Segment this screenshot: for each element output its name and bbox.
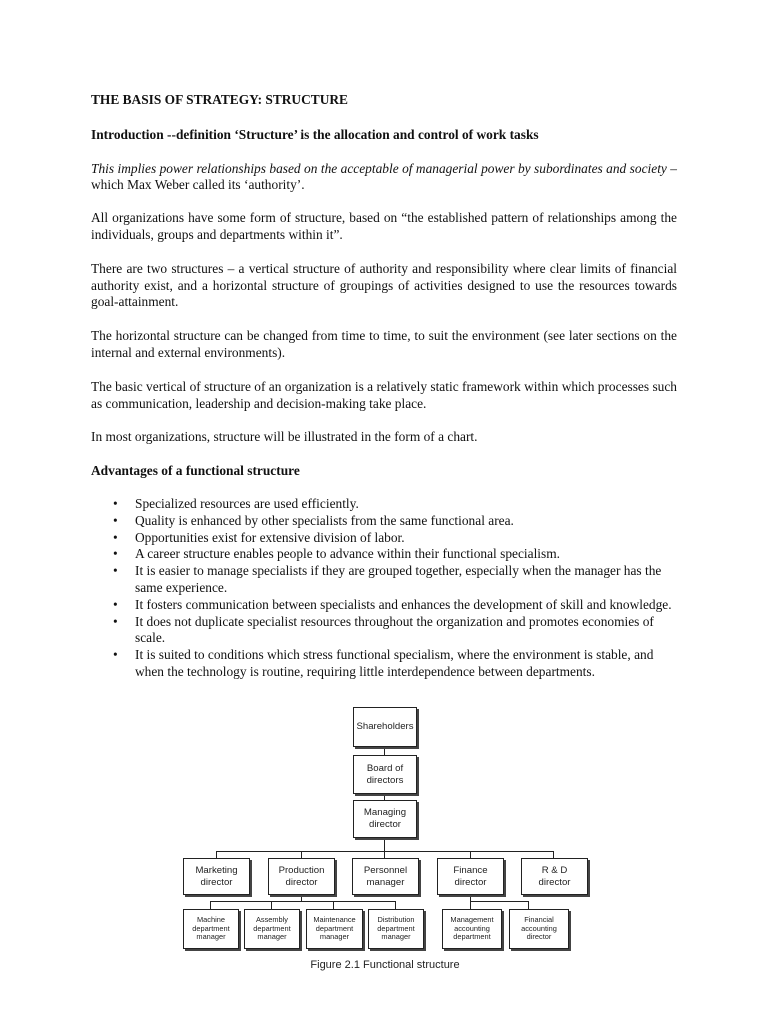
bullet-icon: • xyxy=(113,495,118,511)
box-label: Machine xyxy=(197,915,225,925)
box-label: department xyxy=(192,923,230,933)
list-item-text: It fosters communication between specialists and enhances the development of skill and knowledge. xyxy=(135,596,672,612)
box-label: Shareholders xyxy=(356,721,414,732)
box-label: R & D xyxy=(541,864,568,876)
personnel-manager-box xyxy=(352,858,419,895)
finance-director-box xyxy=(437,858,504,895)
box-label: department xyxy=(253,923,291,933)
box-label: director xyxy=(526,932,552,942)
assembly-department-manager-box xyxy=(244,909,300,949)
list-item xyxy=(91,546,677,563)
intro-heading: Introduction --definition ‘Structure’ is the allocation and control of work tasks xyxy=(91,126,539,142)
box-label: Management xyxy=(450,915,494,925)
list-item-text: It is suited to conditions which stress functional specialism, where the environment is stable, and when the technology is routine, requiring little interdependence between departments. xyxy=(135,647,654,679)
box-label: department xyxy=(377,923,415,933)
box-label: directors xyxy=(366,774,404,786)
connector-line xyxy=(216,851,217,858)
list-item xyxy=(91,513,677,530)
distribution-department-manager-box xyxy=(368,909,424,949)
box-label: manager xyxy=(381,932,411,942)
functional-structure-chart xyxy=(180,703,590,975)
box-label: Distribution xyxy=(377,915,415,925)
list-item-text: It does not duplicate specialist resources throughout the organization and promotes economies of scale. xyxy=(135,613,654,646)
list-item xyxy=(91,496,677,513)
connector-line xyxy=(395,901,396,909)
paragraph: All organizations have some form of structure, based on “the established pattern of relationships among the individuals, groups and departments within it”. xyxy=(91,210,677,242)
list-item xyxy=(91,563,677,597)
box-label: department xyxy=(315,923,354,933)
box-label: director xyxy=(538,876,571,888)
box-label: manager xyxy=(319,932,350,942)
bullet-icon: • xyxy=(113,596,118,612)
box-label: Maintenance xyxy=(313,915,356,925)
connector-line xyxy=(528,901,529,909)
box-label: Board of xyxy=(366,762,404,774)
connector-line xyxy=(384,838,385,851)
marketing-director-box xyxy=(183,858,250,895)
box-label: Marketing xyxy=(195,864,238,876)
connector-line xyxy=(470,901,529,902)
advantages-heading: Advantages of a functional structure xyxy=(91,463,300,479)
connector-line xyxy=(384,851,385,858)
box-label: accounting xyxy=(521,923,557,933)
list-item xyxy=(91,647,677,681)
financial-accounting-director-box xyxy=(509,909,569,949)
list-item-text: Opportunities exist for extensive division of labor. xyxy=(135,529,405,545)
maintenance-department-manager-box xyxy=(306,909,363,949)
connector-line xyxy=(333,901,334,909)
box-label: director xyxy=(200,876,233,888)
box-label: Assembly xyxy=(255,915,289,925)
box-label: Finance xyxy=(453,864,488,876)
management-accounting-department-box xyxy=(442,909,502,949)
bullet-icon: • xyxy=(113,546,118,562)
bullet-icon: • xyxy=(113,512,118,528)
paragraph: The basic vertical of structure of an organization is a relatively static framework within which processes such as communication, leadership and decision-making take place. xyxy=(91,378,677,411)
list-item-text: Specialized resources are used efficiently. xyxy=(135,495,359,511)
connector-line xyxy=(210,901,211,909)
managing-director-box xyxy=(353,800,417,838)
box-label: director xyxy=(454,876,487,888)
connector-line xyxy=(470,901,471,909)
shareholders-box xyxy=(353,707,417,747)
box-label: director xyxy=(285,876,318,888)
list-item-text: It is easier to manage specialists if they are grouped together, especially when the manager has the same experience. xyxy=(135,563,662,595)
bullet-icon: • xyxy=(113,563,118,579)
list-item xyxy=(91,530,677,547)
bullet-icon: • xyxy=(113,529,118,545)
list-item xyxy=(91,597,677,614)
box-label: Personnel xyxy=(363,864,408,876)
box-label: manager xyxy=(257,932,287,942)
production-director-box xyxy=(268,858,335,895)
box-label: manager xyxy=(196,932,226,942)
box-label: Managing xyxy=(363,807,407,818)
paragraph: There are two structures – a vertical structure of authority and responsibility where clear limits of financial authority exist, and a horizontal structure of groupings of activities designed to use the resources towards goal-attainment. xyxy=(91,260,677,310)
bullet-icon: • xyxy=(113,613,118,629)
document-title: THE BASIS OF STRATEGY: STRUCTURE xyxy=(91,92,348,107)
italic-text: This implies power relationships based on the acceptable of managerial power by subordinates and society xyxy=(91,160,667,176)
paragraph: In most organizations, structure will be illustrated in the form of a chart. xyxy=(91,429,478,445)
paragraph: The horizontal structure can be changed from time to time, to suit the environment (see later sections on the internal and external environments). xyxy=(91,328,677,360)
connector-line xyxy=(210,901,396,902)
advantages-list xyxy=(91,496,677,681)
box-label: Production xyxy=(278,864,325,876)
connector-line xyxy=(301,851,302,858)
rd-director-box xyxy=(521,858,588,895)
list-item-text: Quality is enhanced by other specialists from the same functional area. xyxy=(135,512,514,528)
connector-line xyxy=(553,851,554,858)
list-item xyxy=(91,614,677,648)
figure-caption: Figure 2.1 Functional structure xyxy=(310,959,460,971)
connector-line xyxy=(470,851,471,858)
box-label: department xyxy=(453,932,491,942)
document-body xyxy=(91,92,677,681)
box-label: Financial xyxy=(524,915,554,925)
box-label: manager xyxy=(366,876,405,888)
connector-line xyxy=(271,901,272,909)
authority-paragraph xyxy=(91,161,677,195)
list-item-text: A career structure enables people to advance within their functional specialism. xyxy=(135,546,560,562)
box-label: accounting xyxy=(454,923,490,933)
box-label: director xyxy=(368,819,401,830)
connector-line xyxy=(384,747,385,755)
machine-department-manager-box xyxy=(183,909,239,949)
board-of-directors-box xyxy=(353,755,417,794)
bullet-icon: • xyxy=(113,647,118,663)
italic-tail-text: – which Max Weber called its ‘authority’. xyxy=(91,160,677,193)
